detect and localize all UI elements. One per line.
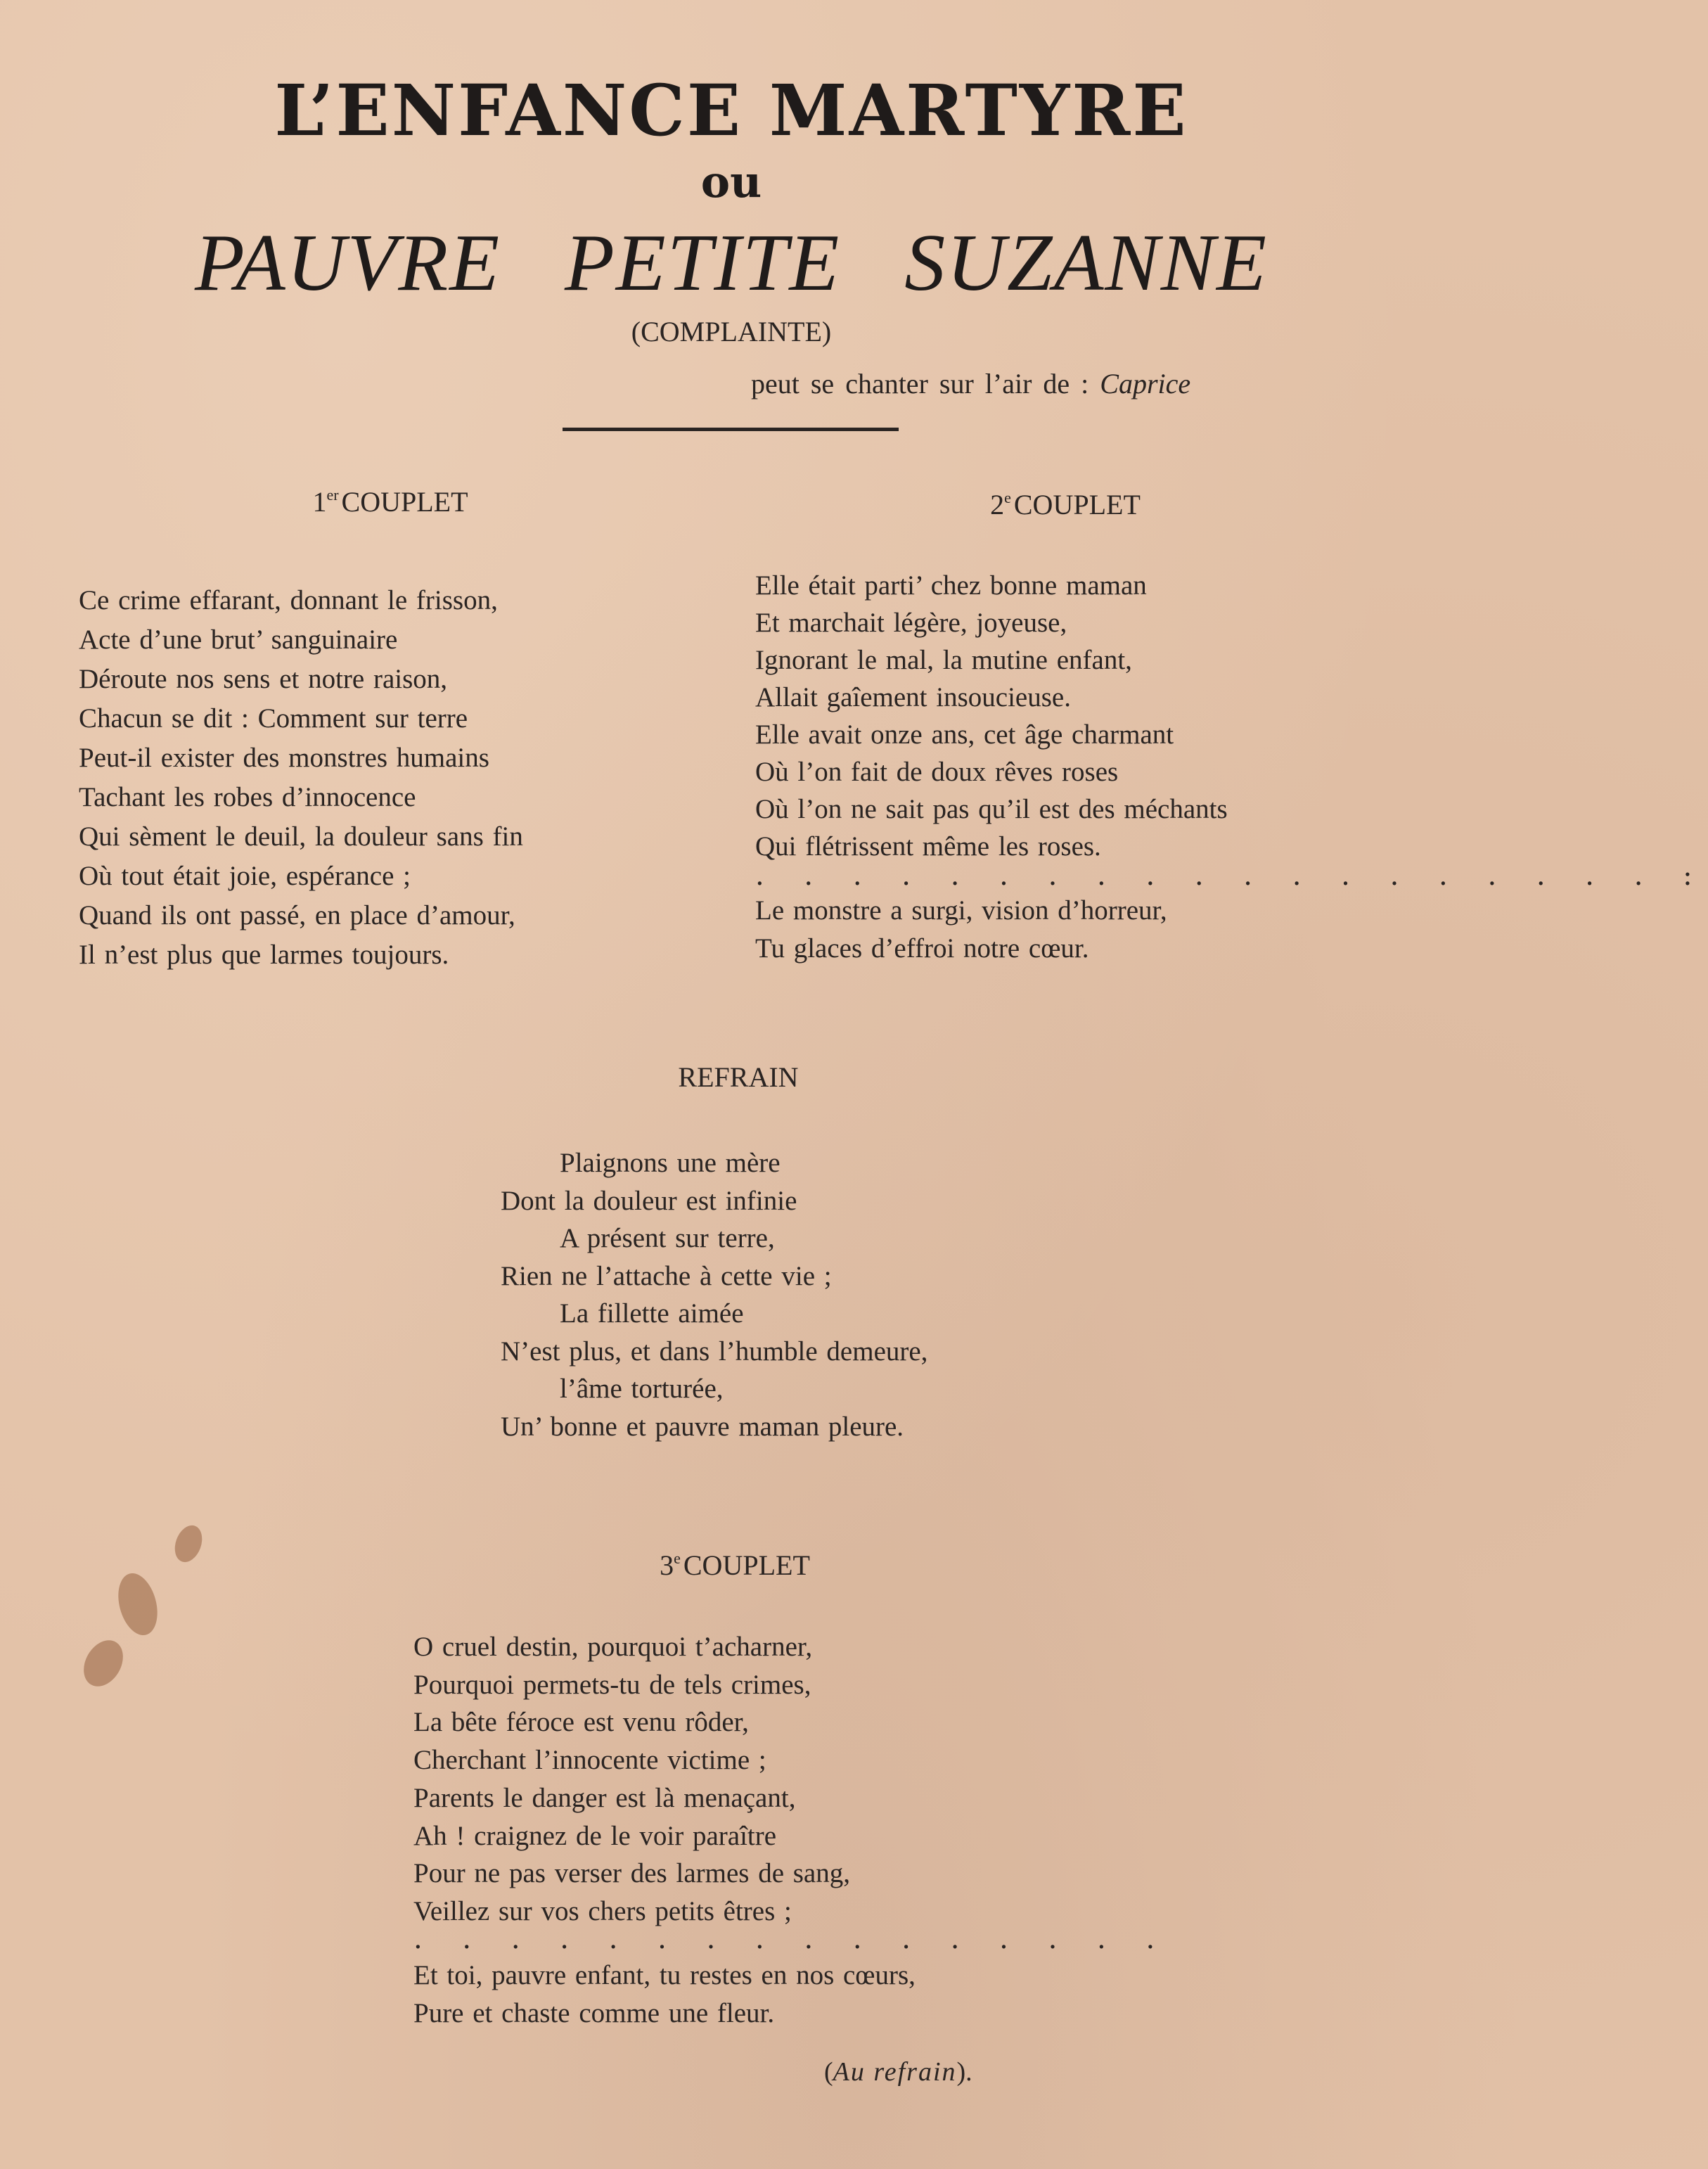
verse-line: Plaignons une mère <box>560 1148 781 1178</box>
verse-line: Ce crime effarant, donnant le frisson, <box>79 585 498 615</box>
verse-line: Rien ne l’attache à cette vie ; <box>501 1260 832 1291</box>
couplet-3-verse <box>413 1628 850 1931</box>
title-conjunction: ou <box>700 156 762 207</box>
refrain-instruction <box>824 2056 972 2087</box>
verse-line: Peut-il exister des monstres humains <box>79 743 489 773</box>
tune-note-prefix: peut se chanter sur l’air de : <box>751 368 1100 399</box>
verse-line: Pure et chaste comme une fleur. <box>413 1998 775 2028</box>
paper-stain <box>112 1569 164 1639</box>
verse-line: A présent sur terre, <box>560 1223 775 1253</box>
verse-line: Qui sèment le deuil, la douleur sans fin <box>79 821 523 852</box>
couplet-3-label: COUPLET <box>683 1549 810 1581</box>
verse-line: Elle avait onze ans, cet âge charmant <box>755 719 1174 750</box>
couplet-3-ellipsis: . . . . . . . . . . . . . . . . <box>413 1923 1171 1955</box>
paper-stain <box>76 1633 131 1694</box>
verse-line: Dont la douleur est infinie <box>501 1185 797 1216</box>
song-title: L’ENFANCE MARTYRE <box>274 69 1188 152</box>
verse-line: Un’ bonne et pauvre maman pleure. <box>501 1411 904 1442</box>
verse-line: Déroute nos sens et notre raison, <box>79 664 448 694</box>
couplet-3-closing <box>413 1957 916 2033</box>
verse-line: Cherchant l’innocente victime ; <box>413 1745 766 1776</box>
verse-line: Et marchait légère, joyeuse, <box>755 608 1067 638</box>
couplet-1-ordinal: er <box>326 486 339 504</box>
tune-name: Caprice <box>1100 368 1191 399</box>
verse-line: La fillette aimée <box>560 1298 744 1329</box>
verse-line: La bête féroce est venu rôder, <box>413 1707 749 1738</box>
couplet-1-verse <box>79 581 523 975</box>
couplet-3-heading <box>577 1549 893 1582</box>
verse-line: Parents le danger est là menaçant, <box>413 1782 796 1813</box>
verse-line: Ah ! craignez de le voir paraître <box>413 1820 777 1851</box>
couplet-2-verse <box>755 567 1228 865</box>
couplet-1-number: 1 <box>312 486 327 518</box>
verse-line: Il n’est plus que larmes toujours. <box>79 940 449 970</box>
verse-line: Tachant les robes d’innocence <box>79 782 416 812</box>
verse-line: Allait gaîement insoucieuse. <box>755 682 1071 712</box>
song-subtitle-title: PAUVRE PETITE SUZANNE <box>194 218 1269 308</box>
verse-line: Pourquoi permets-tu de tels crimes, <box>413 1669 811 1700</box>
refrain-instruction-open: ( <box>824 2057 833 2087</box>
verse-line: Quand ils ont passé, en place d’amour, <box>79 900 515 930</box>
couplet-2-label: COUPLET <box>1013 489 1141 520</box>
verse-line: Acte d’une brut’ sanguinaire <box>79 625 398 655</box>
verse-line: Chacun se dit : Comment sur terre <box>79 703 468 734</box>
couplet-2-heading <box>907 488 1224 521</box>
couplet-2-closing <box>755 892 1167 968</box>
couplet-2-ellipsis: . . . . . . . . . . . . . . . . . . . : <box>755 859 1708 892</box>
verse-line: Elle était parti’ chez bonne maman <box>755 570 1147 601</box>
tune-note <box>751 367 1190 400</box>
verse-line: O cruel destin, pourquoi t’acharner, <box>413 1632 813 1662</box>
verse-line: l’âme torturée, <box>560 1374 724 1404</box>
title-divider <box>563 428 899 431</box>
refrain-instruction-close: ). <box>956 2057 972 2087</box>
paper-stain <box>170 1521 207 1566</box>
verse-line: Où tout était joie, espérance ; <box>79 861 411 891</box>
verse-line: N’est plus, et dans l’humble demeure, <box>501 1336 928 1367</box>
couplet-2-number: 2 <box>990 489 1005 520</box>
couplet-3-number: 3 <box>660 1549 674 1581</box>
couplet-3-ordinal: e <box>674 1549 681 1567</box>
verse-line: Veillez sur vos chers petits êtres ; <box>413 1895 792 1926</box>
verse-line: Qui flétrissent même les roses. <box>755 831 1101 862</box>
verse-line: Tu glaces d’effroi notre cœur. <box>755 933 1089 964</box>
genre-label: (COMPLAINTE) <box>631 316 832 347</box>
refrain-verse <box>501 1144 927 1445</box>
couplet-1-label: COUPLET <box>341 486 468 518</box>
verse-line: Et toi, pauvre enfant, tu restes en nos cœurs, <box>413 1960 916 1990</box>
verse-line: Où l’on fait de doux rêves roses <box>755 757 1119 787</box>
verse-line: Ignorant le mal, la mutine enfant, <box>755 645 1132 675</box>
verse-line: Pour ne pas verser des larmes de sang, <box>413 1858 850 1889</box>
couplet-1-heading <box>232 485 548 518</box>
verse-line: Le monstre a surgi, vision d’horreur, <box>755 895 1167 926</box>
refrain-heading: REFRAIN <box>678 1061 799 1093</box>
verse-line: Où l’on ne sait pas qu’il est des méchants <box>755 794 1228 824</box>
refrain-instruction-text: Au refrain <box>833 2057 957 2087</box>
couplet-2-ordinal: e <box>1004 489 1011 506</box>
